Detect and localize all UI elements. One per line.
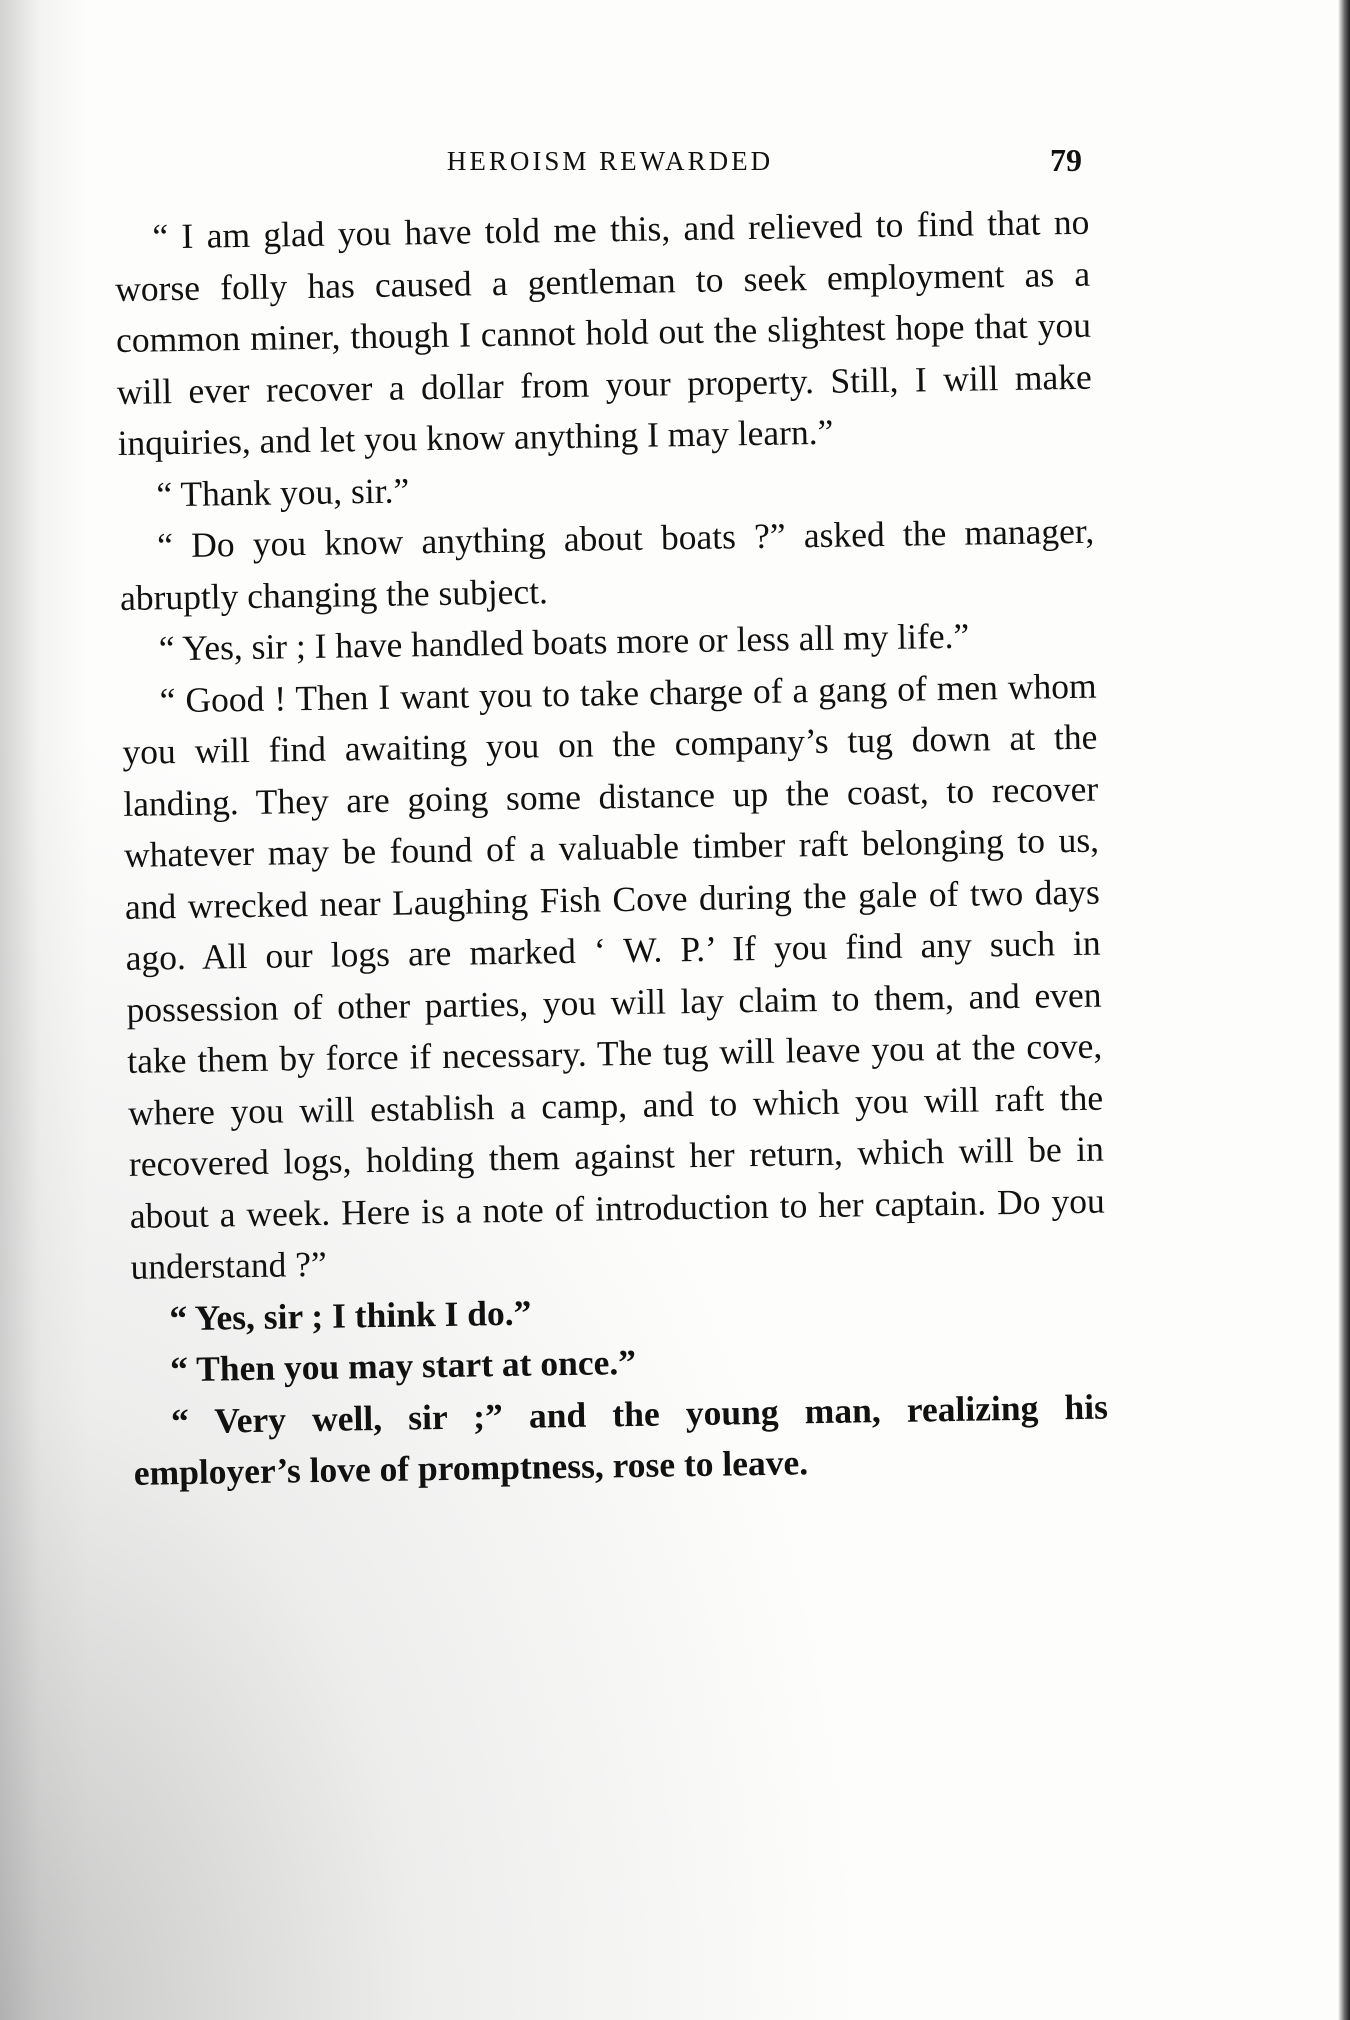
paragraph: “ Then you may start at once.” bbox=[169, 1341, 637, 1390]
page-number: 79 bbox=[1050, 142, 1082, 178]
page-binding-edge bbox=[1338, 0, 1350, 2020]
running-head: HEROISM REWARDED bbox=[446, 146, 774, 176]
page-header bbox=[110, 142, 1110, 186]
paragraph: “ Do you know anything about boats ?” asked the manager, abruptly changing the subject. bbox=[119, 510, 1095, 618]
paragraph: “ I am glad you have told me this, and relieved to find that no worse folly has caused a gentleman to seek employment as a common miner, though I cannot hold out the slightest hope that you will ever recover a dollar from your property. Still, I will make inquiries, and let you know anything I may learn.” bbox=[114, 201, 1093, 463]
body-text bbox=[114, 197, 1109, 1500]
paragraph: “ Thank you, sir.” bbox=[156, 469, 410, 514]
paragraph: “ Yes, sir ; I have handled boats more or less all my life.” bbox=[158, 615, 970, 669]
paragraph: “ Yes, sir ; I think I do.” bbox=[169, 1292, 532, 1338]
paragraph: “ Very well, sir ;” and the young man, realizing his employer’s love of promptness, rose to leave. bbox=[133, 1386, 1109, 1493]
paragraph: “ Good ! Then I want you to take charge of a gang of men whom you will find awaiting you on the company’s tug down at the landing. They are going some distance up the coast, to recover whatever may be found of a valuable timber raft belonging to us, and wrecked near Laughing Fish Cove during the gale of two days ago. All our logs are marked ‘ W. P.’ If you find any such in possession of other parties, you will lay claim to them, and even take them by force if necessary. The tug will leave you at the cove, where you will establish a camp, and to which you will raft the recovered logs, holding them against her return, which will be in about a week. Here is a note of introduction to her captain. Do you understand ?” bbox=[122, 665, 1105, 1287]
